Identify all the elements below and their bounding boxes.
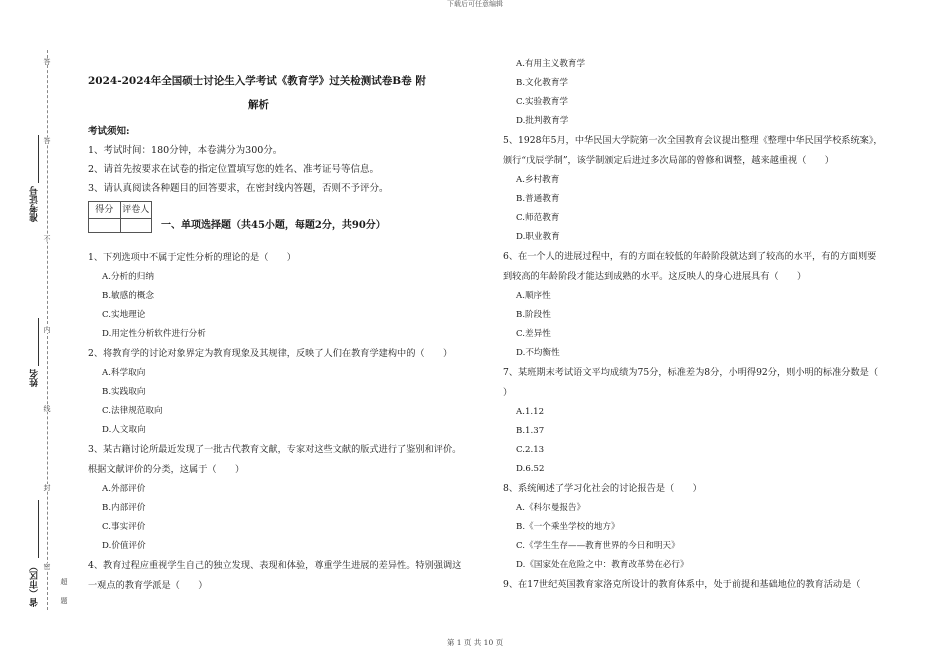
- question-stem: 4、教育过程应重视学生自己的独立发现、表现和体验，尊重学生进展的差异性。特别强调这: [88, 560, 462, 571]
- question-stem: ）: [503, 387, 513, 398]
- option: C.2.13: [516, 445, 545, 455]
- option: C.事实评价: [102, 522, 146, 532]
- exam-title-line2: 解析: [248, 99, 269, 111]
- exam-id-field[interactable]: [38, 135, 39, 183]
- question-stem: 6、在一个人的进展过程中，有的方面在较低的年龄阶段就达到了较高的水平，有的方面则要: [503, 251, 877, 262]
- page-footer: 第 1 页 共 10 页: [446, 638, 504, 647]
- question-stem: 2、将教育学的讨论对象界定为教育现象及其规律，反映了人们在教育学建构中的（ ）: [88, 348, 453, 359]
- option: C.法律规范取向: [102, 406, 163, 416]
- question-stem: 到较高的年龄阶段才能达到成熟的水平。这反映人的身心进展具有（ ）: [503, 271, 807, 282]
- option: D.《国家处在危险之中：教育改革势在必行》: [516, 560, 689, 570]
- option: C.《学生生存——教育世界的今日和明天》: [516, 541, 680, 551]
- question-stem: 1、下列选项中不属于定性分析的理论的是（ ）: [88, 252, 296, 263]
- question-stem: 3、某古籍讨论所最近发现了一批古代教育文献，专家对这些文献的版式进行了鉴别和评价。: [88, 444, 462, 455]
- option: D.职业教育: [516, 232, 560, 242]
- section-heading: 一、单项选择题（共45小题，每题2分，共90分）: [161, 220, 386, 231]
- option: A.1.12: [516, 407, 545, 417]
- option: A.《科尔曼报告》: [516, 503, 586, 513]
- option: B.阶段性: [516, 310, 551, 320]
- question-stem: 一观点的教育学派是（ ）: [88, 580, 208, 591]
- option: B.敏感的概念: [102, 291, 155, 301]
- option: D.人文取向: [102, 425, 146, 435]
- option: A.分析的归纳: [102, 272, 154, 282]
- option: D.用定性分析软件进行分析: [102, 329, 206, 339]
- province-label: 省（市区）: [30, 562, 40, 607]
- question-stem: 5、1928年5月，中华民国大学院第一次全国教育会议提出整理《整理中华民国学校系统案》，: [503, 135, 883, 146]
- question-stem: 8、系统阐述了学习化社会的讨论报告是（ ）: [503, 483, 702, 494]
- option: B.1.37: [516, 426, 545, 436]
- notice-item: 3、请认真阅读各种题目的回答要求，在密封线内答题，否则不予评分。: [88, 183, 389, 194]
- option: D.批判教育学: [516, 116, 569, 126]
- seal-char: 不: [43, 235, 51, 242]
- option: C.实验教育学: [516, 97, 568, 107]
- question-stem: 9、在17世纪英国教育家洛克所设计的教育体系中，处于前提和基础地位的教育活动是（: [503, 579, 861, 590]
- option: C.实地理论: [102, 310, 146, 320]
- name-field[interactable]: [38, 318, 39, 366]
- notice-item: 2、请首先按要求在试卷的指定位置填写您的姓名、准考证号等信息。: [88, 164, 380, 175]
- name-label: 姓名: [30, 369, 40, 387]
- seal-char: 线: [43, 405, 51, 412]
- option: D.6.52: [516, 464, 545, 474]
- option: A.顺序性: [516, 291, 551, 301]
- option: A.有用主义教育学: [516, 59, 586, 69]
- option: D.不均衡性: [516, 348, 560, 358]
- seal-char: 封: [43, 484, 51, 491]
- option: B.普通教育: [516, 194, 560, 204]
- seal-char: 密: [43, 563, 51, 570]
- score-cells: [88, 217, 152, 233]
- score-label: 得分: [95, 205, 114, 215]
- notice-heading: 考试须知:: [88, 126, 130, 137]
- seal-char: 超: [60, 578, 68, 585]
- grader-label: 评卷人: [120, 202, 152, 218]
- option: D.价值评价: [102, 541, 146, 551]
- option: A.外部评价: [102, 484, 146, 494]
- question-stem: 根据文献评价的分类，这属于（ ）: [88, 464, 245, 475]
- seal-char: 题: [60, 597, 68, 604]
- option: B.内部评价: [102, 503, 146, 513]
- notice-item: 1、考试时间：180分钟，本卷满分为300分。: [88, 145, 283, 156]
- option: C.差异性: [516, 329, 551, 339]
- question-stem: 颁行“戊辰学制”，该学制颁定后进过多次局部的曾修和调整，越来越重视（ ）: [503, 155, 834, 166]
- exam-title-line1: 2024-2024年全国硕士讨论生入学考试《教育学》过关检测试卷B卷 附: [88, 75, 426, 87]
- option: B.实践取向: [102, 387, 146, 397]
- seal-char: 答: [43, 58, 51, 65]
- option: B.《一个乘坐学校的地方》: [516, 522, 620, 532]
- option: A.科学取向: [102, 368, 146, 378]
- question-stem: 7、某班期末考试语文平均成绩为75分，标准差为8分，小明得92分，则小明的标准分数是（: [503, 367, 879, 378]
- exam-id-label: 准考证号: [30, 186, 40, 222]
- option: C.师范教育: [516, 213, 560, 223]
- header-note: 下载后可任意编辑: [447, 0, 503, 8]
- seal-char: 内: [43, 326, 51, 333]
- seal-char: 答: [43, 137, 51, 144]
- option: B.文化教育学: [516, 78, 569, 88]
- option: A.乡村教育: [516, 175, 560, 185]
- province-field[interactable]: [38, 500, 39, 558]
